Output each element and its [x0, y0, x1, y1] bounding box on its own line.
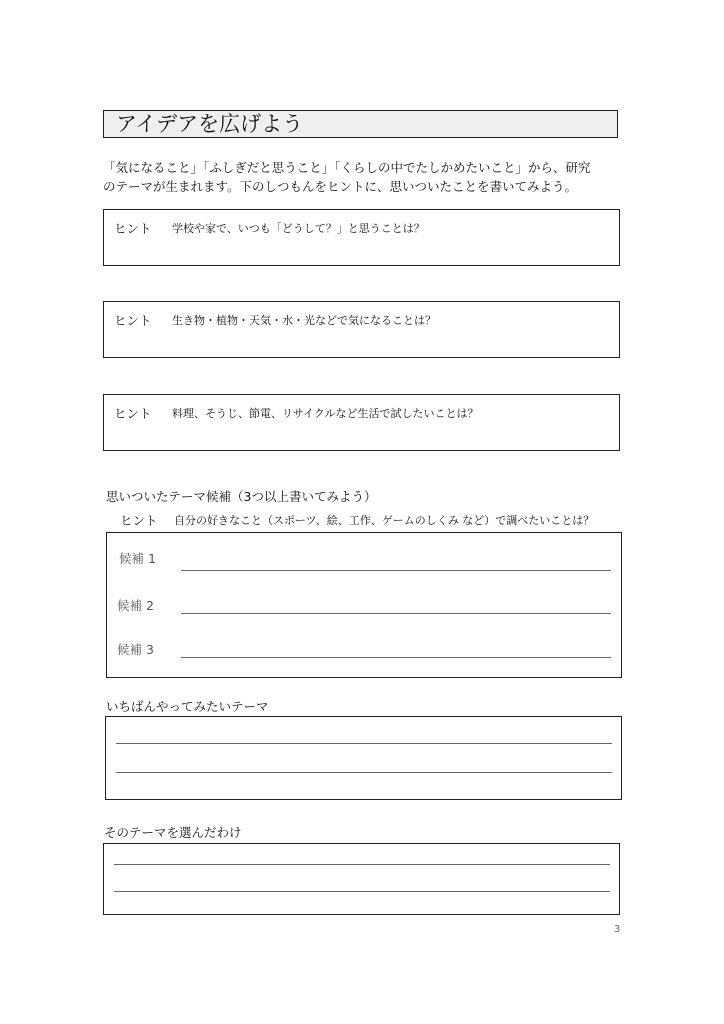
- candidate-label-1: 候補 1: [119, 551, 156, 566]
- intro-line-1: 「気になること」「ふしぎだと思うこと」「くらしの中でたしかめたいこと」から、研究: [103, 160, 591, 175]
- reason-line-2[interactable]: [114, 891, 610, 892]
- hint-question: 料理、そうじ、節電、リサイクルなど生活で試したいことは？: [172, 407, 479, 420]
- favorite-box: [105, 716, 622, 800]
- hint-box-1[interactable]: [103, 209, 620, 266]
- hint-box-3[interactable]: [103, 394, 620, 451]
- reason-heading: そのテーマを選んだわけ: [104, 825, 242, 840]
- candidates-hint-label: ヒント: [120, 513, 158, 528]
- intro-line-2: のテーマが生まれます。下のしつもんをヒントに、思いついたことを書いてみよう。: [103, 179, 578, 194]
- hint-question: 生き物・植物・天気・水・光などで気になることは？: [172, 314, 436, 327]
- candidate-line-3[interactable]: [181, 657, 611, 658]
- page-number: 3: [614, 924, 621, 935]
- hint-box-2[interactable]: [103, 301, 620, 358]
- favorite-line-1[interactable]: [116, 743, 612, 744]
- candidate-line-2[interactable]: [181, 613, 611, 614]
- hint-label: ヒント: [114, 406, 152, 421]
- candidates-box: [106, 532, 622, 678]
- candidate-label-3: 候補 3: [117, 642, 154, 657]
- candidate-label-2: 候補 2: [117, 598, 154, 613]
- favorite-line-2[interactable]: [116, 772, 612, 773]
- reason-box: [103, 843, 620, 915]
- reason-line-1[interactable]: [114, 864, 610, 865]
- page-title-box: [103, 110, 618, 138]
- hint-label: ヒント: [114, 313, 152, 328]
- candidates-heading: 思いついたテーマ候補（3つ以上書いてみよう）: [106, 489, 377, 504]
- hint-label: ヒント: [114, 221, 152, 236]
- page-title: アイデアを広げよう: [116, 112, 304, 136]
- candidate-line-1[interactable]: [181, 570, 611, 571]
- favorite-heading: いちばんやってみたいテーマ: [106, 699, 269, 714]
- candidates-hint-question: 自分の好きなこと（スポーツ、絵、工作、ゲームのしくみ など）で調べたいことは？: [174, 514, 595, 527]
- hint-question: 学校や家で、いつも「どうして？」と思うことは？: [172, 222, 425, 235]
